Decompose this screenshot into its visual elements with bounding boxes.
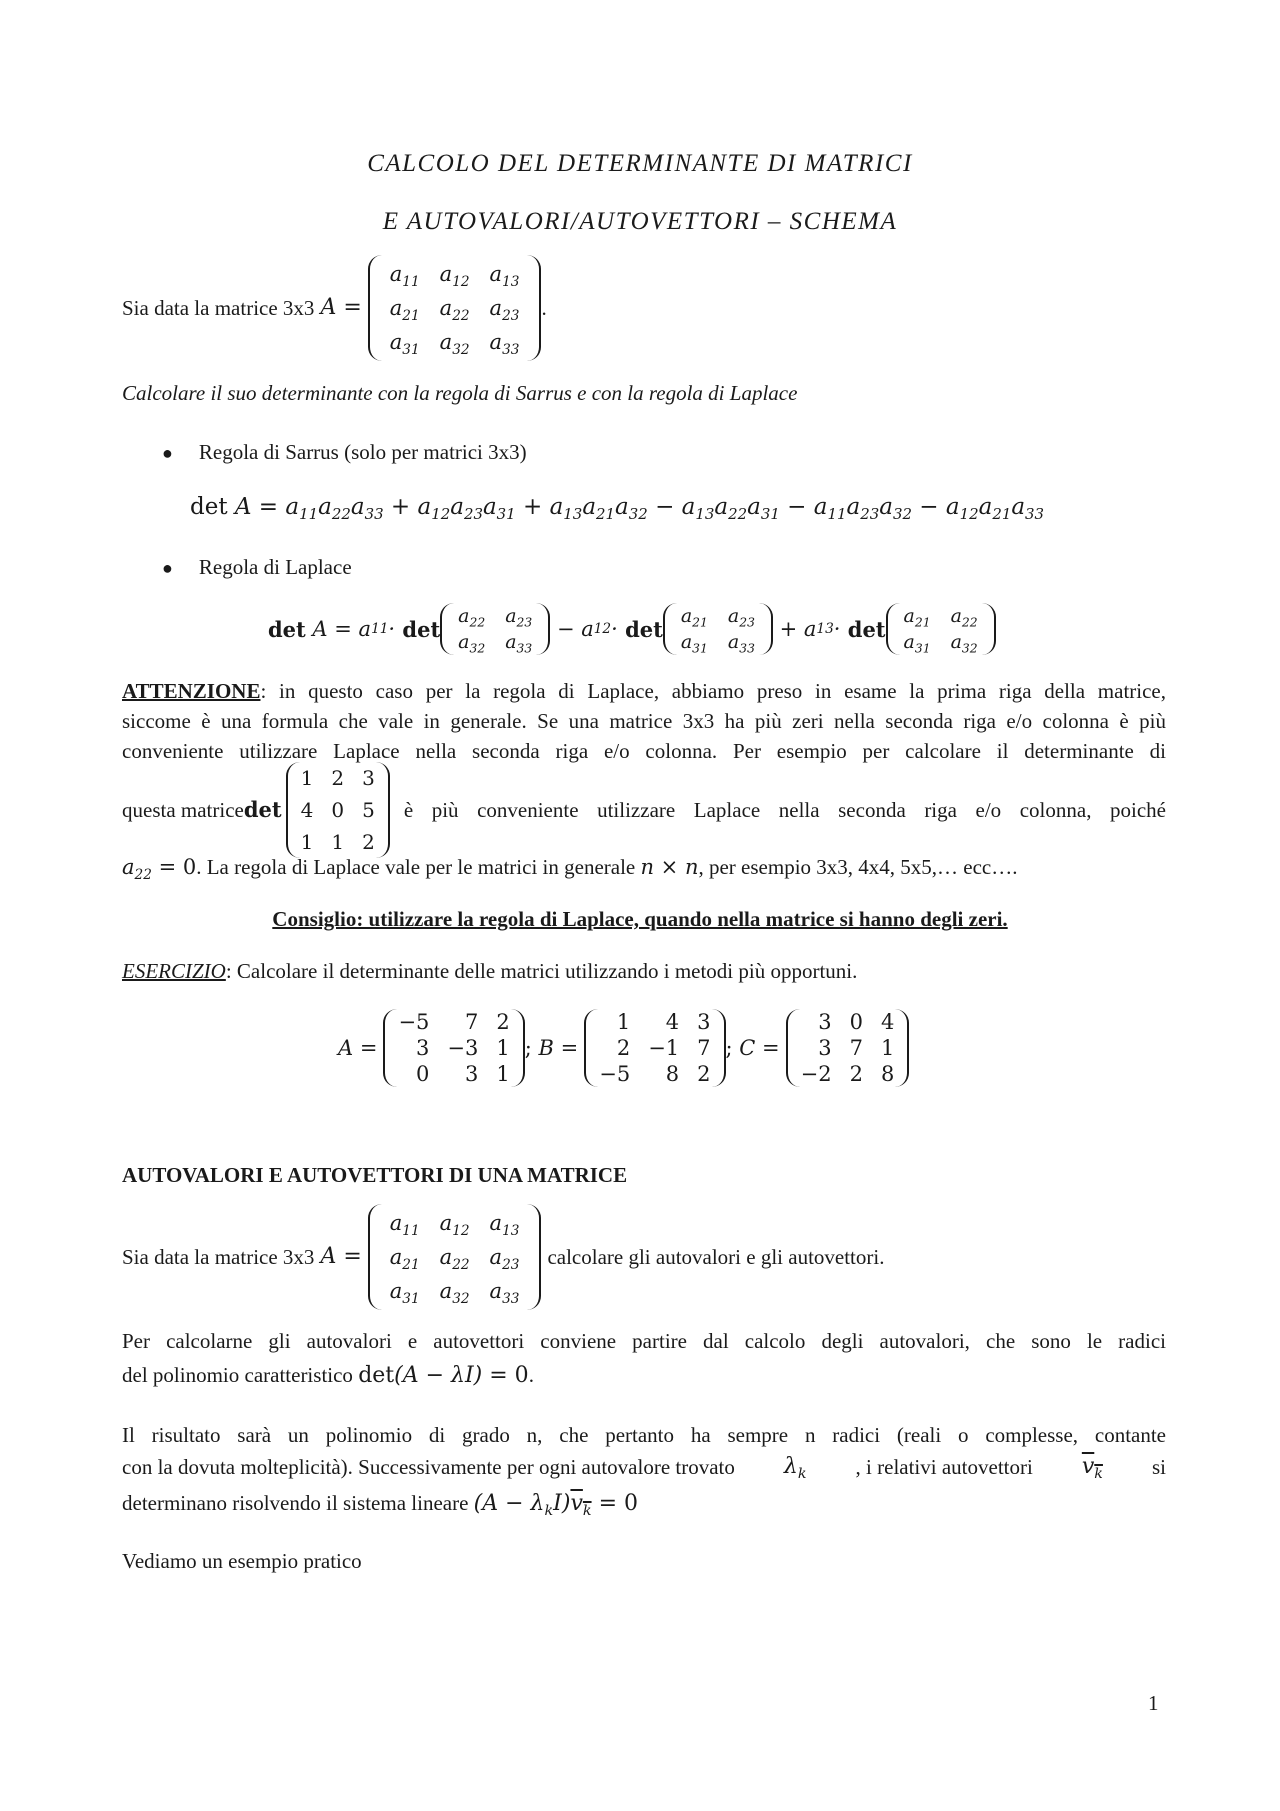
exercise-matrices: A = −5 7 2 3 −3 1 0 3 1 ; B = 1 4 3 2 −1 7 −5 8 2 ; C = 3 0 4 3 7 1 −2 2 8 [338, 1004, 909, 1092]
para2-line-3: determinano risolvendo il sistema lineare $(A - \lambda_kI)v_k = 0$ [122, 1491, 638, 1519]
exercise-matrix-b: 1 4 3 2 −1 7 −5 8 2 [584, 1009, 725, 1087]
matrix-intro-2: Sia data la matrice 3x3 A = $a_{11}$ $a_{12}$ $a_{13}$ $a_{21}$ $a_{22}$ $a_{23}$ $a_{31}$ $a_{32}$ $a_{33}$ calcolare gli autovalori e gli autovettori. [122, 1214, 884, 1300]
attention-line-4: questa matrice det 1 2 3 4 0 5 1 1 2 è più conveniente utilizzare Laplace nella seconda riga e/o colonna, poiché [122, 768, 1166, 852]
bullet-sarrus-label: Regola di Sarrus (solo per matrici 3x3) [198, 440, 527, 464]
exercise-matrix-a: −5 7 2 3 −3 1 0 3 1 [383, 1009, 524, 1087]
bullet-laplace-label: Regola di Laplace [198, 555, 352, 579]
bullet-laplace: ● Regola di Laplace [162, 555, 352, 579]
para1-line-1: Per calcolarne gli autovalori e autovettori conviene partire dal calcolo degli autovalori, che sono le radici [122, 1329, 1166, 1353]
example-matrix: 1 2 3 4 0 5 1 1 2 [286, 762, 390, 858]
para2-line-1: Il risultato sarà un polinomio di grado n, che pertanto ha sempre n radici (reali o complesse, contante [122, 1423, 1166, 1447]
bullet-sarrus: ● Regola di Sarrus (solo per matrici 3x3) [162, 440, 527, 464]
para2-line-2: con la dovuta molteplicità). Successivamente per ogni autovalore trovato $\lambda_k$ , i relativi autovettori $v_k$ si [122, 1454, 1166, 1482]
esercizio: ESERCIZIO: Calcolare il determinante delle matrici utilizzando i metodi più opportuni. [122, 959, 858, 983]
title-line-1: CALCOLO DEL DETERMINANTE DI MATRICI [367, 150, 913, 177]
matrix-a-generic-2: $a_{11}$ $a_{12}$ $a_{13}$ $a_{21}$ $a_{22}$ $a_{23}$ $a_{31}$ $a_{32}$ $a_{33}$ [368, 1204, 542, 1310]
para1-line-2: del polinomio caratteristico det(A − λI) = 0. [122, 1363, 534, 1388]
task-italic: Calcolare il suo determinante con la regola di Sarrus e con la regola di Laplace [122, 381, 798, 405]
exercise-matrix-c: 3 0 4 3 7 1 −2 2 8 [786, 1009, 910, 1087]
intro-text: Sia data la matrice 3x3 [122, 296, 315, 320]
section2-heading: AUTOVALORI E AUTOVETTORI DI UNA MATRICE [122, 1163, 628, 1187]
attention-line-3: conveniente utilizzare Laplace nella seconda riga e/o colonna. Per esempio per calcolare il determinante di [122, 739, 1166, 763]
attention-line-1: ATTENZIONE: in questo caso per la regola di Laplace, abbiamo preso in esame la prima riga della matrice, [122, 679, 1166, 703]
page-number: 1 [1148, 1691, 1159, 1715]
consiglio: Consiglio: utilizzare la regola di Laplace, quando nella matrice si hanno degli zeri. [272, 907, 1008, 931]
sarrus-formula: $\det A = a_{11}a_{22}a_{33} + a_{12}a_{23}a_{31} + a_{13}a_{21}a_{32} - a_{13}a_{22}a_{31} - a_{11}a_{23}a_{32} - a_{12}a_{21}a_{33}$ [190, 494, 1045, 524]
attention-line-5: $a_{22} = 0$. La regola di Laplace vale per le matrici in generale n × n, per esempio 3x3, 4x4, 5x5,… ecc…. [122, 855, 1018, 883]
title-line-2: E AUTOVALORI/AUTOVETTORI – SCHEMA [382, 208, 898, 235]
matrix-intro: Sia data la matrice 3x3 A = $a_{11}$ $a_{12}$ $a_{13}$ $a_{21}$ $a_{22}$ $a_{23}$ $a_{31}$ $a_{32}$ $a_{33}$ . [122, 268, 547, 348]
matrix-a-generic: $a_{11}$ $a_{12}$ $a_{13}$ $a_{21}$ $a_{22}$ $a_{23}$ $a_{31}$ $a_{32}$ $a_{33}$ [368, 255, 542, 361]
laplace-formula: det A = a 11 · det $a_{22}$ $a_{23}$ $a_{32}$ $a_{33}$ − a 12 · det $a_{21}$ $a_{23}$ $a_{31}$ $a_{33}$ + a 13 · det $a_{21}$ $a_{22}$ $a_{31}$ $a_{32}$ [268, 600, 996, 658]
closing-text: Vediamo un esempio pratico [122, 1549, 362, 1573]
attention-line-2: siccome è una formula che vale in generale. Se una matrice 3x3 ha più zeri nella seconda riga e/o colonna è più [122, 709, 1166, 733]
